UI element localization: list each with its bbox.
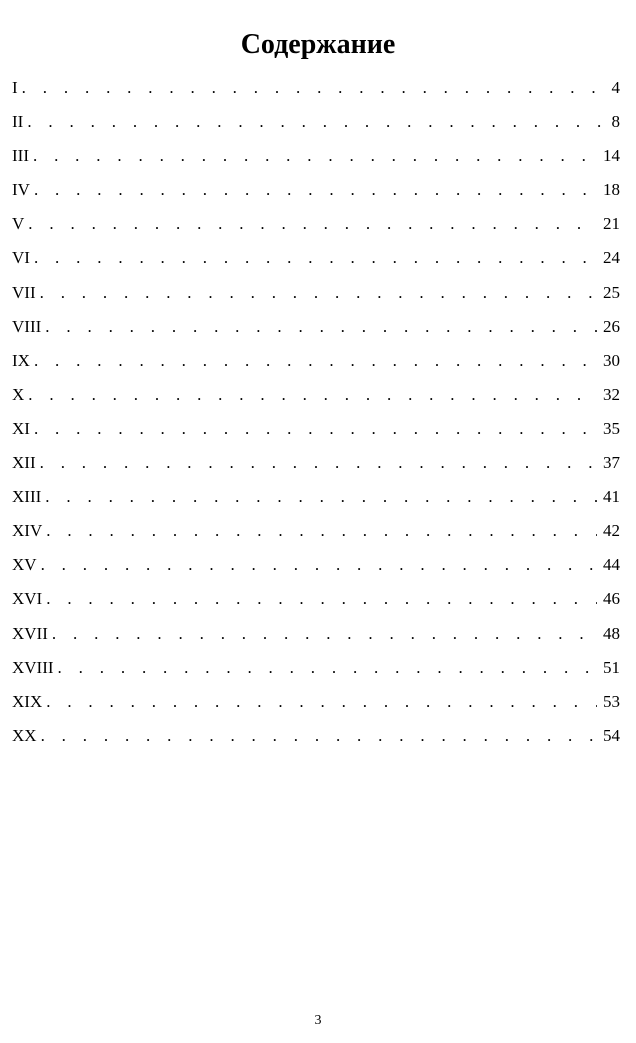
toc-entry-label: XIV xyxy=(12,521,43,541)
toc-entry-label: X xyxy=(12,384,25,404)
toc-entry-label: VII xyxy=(12,282,36,302)
toc-entry[interactable] xyxy=(12,207,620,241)
toc-entry[interactable] xyxy=(12,651,620,685)
toc-entry-page: 25 xyxy=(603,282,620,302)
toc-entry[interactable] xyxy=(12,276,620,310)
dot-leader xyxy=(28,207,597,241)
dot-leader xyxy=(34,344,597,378)
dot-leader xyxy=(45,310,597,344)
page-title: Содержание xyxy=(240,28,396,60)
table-of-contents xyxy=(12,71,620,753)
toc-entry-label: II xyxy=(12,112,24,132)
toc-entry-label: XVIII xyxy=(12,657,54,677)
dot-leader xyxy=(28,378,597,412)
dot-leader xyxy=(34,173,597,207)
toc-entry-page: 26 xyxy=(603,316,620,336)
toc-entry[interactable] xyxy=(12,241,620,275)
dot-leader xyxy=(33,139,597,173)
toc-entry-page: 41 xyxy=(603,487,620,507)
toc-entry-page: 35 xyxy=(603,418,620,438)
toc-entry-page: 18 xyxy=(603,180,620,200)
toc-entry-label: XVI xyxy=(12,589,43,609)
dot-leader xyxy=(52,617,597,651)
toc-entry[interactable] xyxy=(12,685,620,719)
dot-leader xyxy=(45,480,597,514)
toc-entry[interactable] xyxy=(12,378,620,412)
toc-entry-label: VIII xyxy=(12,316,42,336)
toc-entry-page: 21 xyxy=(603,214,620,234)
toc-entry[interactable] xyxy=(12,71,620,105)
toc-entry[interactable] xyxy=(12,446,620,480)
dot-leader xyxy=(40,276,597,310)
toc-entry-label: VI xyxy=(12,248,30,268)
toc-entry-page: 8 xyxy=(611,112,620,132)
toc-entry[interactable] xyxy=(12,310,620,344)
toc-entry-label: IX xyxy=(12,350,30,370)
toc-entry-label: XI xyxy=(12,418,30,438)
toc-entry[interactable] xyxy=(12,719,620,753)
toc-entry-label: XX xyxy=(12,725,37,745)
toc-entry[interactable] xyxy=(12,514,620,548)
toc-entry[interactable] xyxy=(12,139,620,173)
toc-entry-label: I xyxy=(12,78,18,97)
toc-entry-label: XV xyxy=(12,555,37,575)
toc-entry-label: XVII xyxy=(12,623,48,643)
toc-entry-label: V xyxy=(12,214,25,234)
toc-entry-label: XIII xyxy=(12,487,42,507)
dot-leader xyxy=(27,105,605,139)
toc-entry-page: 54 xyxy=(603,725,620,745)
dot-leader xyxy=(22,71,606,105)
toc-entry[interactable] xyxy=(12,480,620,514)
toc-entry[interactable] xyxy=(12,412,620,446)
toc-entry-page: 14 xyxy=(603,146,620,166)
toc-entry-page: 37 xyxy=(603,453,620,473)
toc-entry-label: XII xyxy=(12,453,36,473)
dot-leader xyxy=(46,514,597,548)
toc-entry-page: 53 xyxy=(603,691,620,711)
dot-leader xyxy=(34,241,597,275)
toc-entry-label: IV xyxy=(12,180,30,200)
toc-entry[interactable] xyxy=(12,105,620,139)
toc-entry-page: 4 xyxy=(611,78,620,97)
dot-leader xyxy=(40,446,597,480)
page-number: 3 xyxy=(314,1013,322,1028)
dot-leader xyxy=(46,582,597,616)
toc-entry-page: 42 xyxy=(603,521,620,541)
dot-leader xyxy=(41,548,597,582)
toc-entry-label: III xyxy=(12,146,29,166)
toc-entry-page: 48 xyxy=(603,623,620,643)
toc-entry[interactable] xyxy=(12,617,620,651)
toc-entry[interactable] xyxy=(12,582,620,616)
dot-leader xyxy=(46,685,597,719)
toc-entry[interactable] xyxy=(12,344,620,378)
toc-entry[interactable] xyxy=(12,548,620,582)
dot-leader xyxy=(41,719,597,753)
toc-entry-page: 32 xyxy=(603,384,620,404)
toc-entry-page: 30 xyxy=(603,350,620,370)
toc-entry[interactable] xyxy=(12,173,620,207)
toc-entry-page: 24 xyxy=(603,248,620,268)
toc-entry-label: XIX xyxy=(12,691,43,711)
dot-leader xyxy=(34,412,597,446)
dot-leader xyxy=(58,651,597,685)
toc-entry-page: 44 xyxy=(603,555,620,575)
toc-entry-page: 46 xyxy=(603,589,620,609)
toc-entry-page: 51 xyxy=(603,657,620,677)
